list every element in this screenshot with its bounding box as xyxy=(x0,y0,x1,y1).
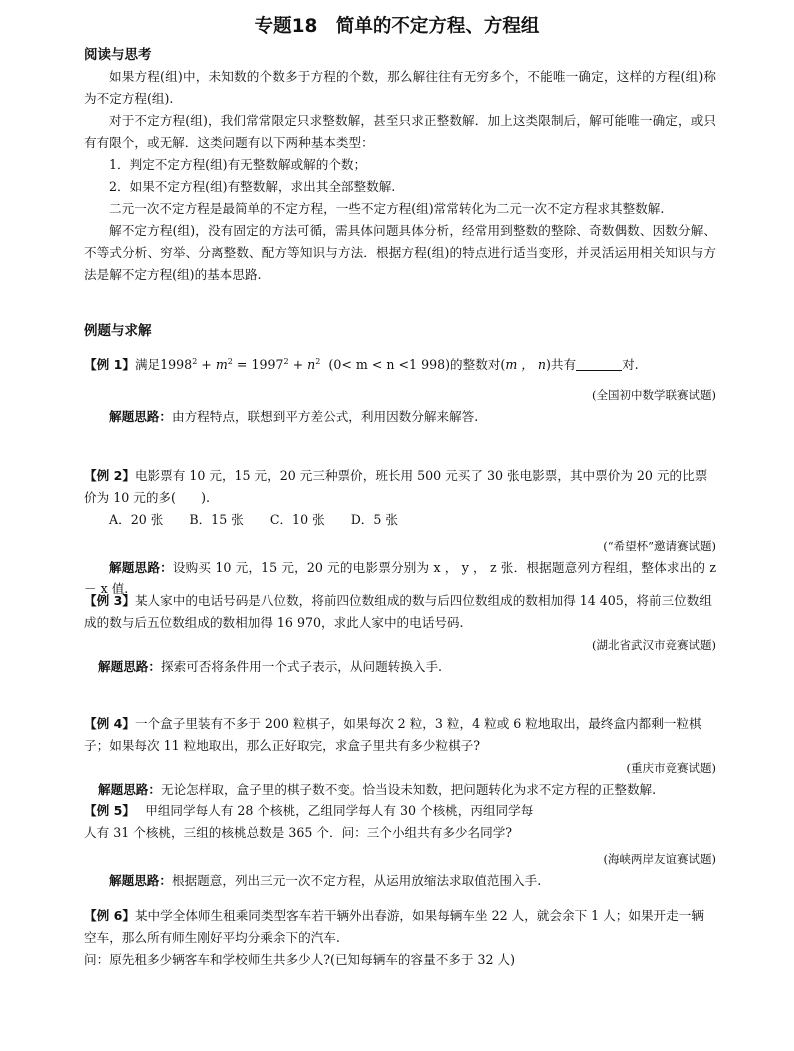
example-1-end: 对. xyxy=(622,357,639,372)
math-exp: 2 xyxy=(227,357,233,366)
paragraph-2: 对于不定方程(组)，我们常常限定只求整数解，甚至只求正整数解．加上这类限制后，解可能唯一确定，或只有有限个，或无解．这类问题有以下两种基本类型： xyxy=(84,113,716,150)
example-5-hint xyxy=(84,870,716,892)
paragraph-1: 如果方程(组)中，未知数的个数多于方程的个数，那么解往往有无穷多个，不能唯一确定，这样的方程(组)称为不定方程(组). xyxy=(84,69,716,106)
hint-label: 解题思路： xyxy=(109,873,172,888)
example-4-source: (重庆市竞赛试题) xyxy=(626,761,716,775)
hint-label: 解题思路： xyxy=(109,560,173,575)
example-3-question xyxy=(84,590,716,634)
example-2-source: (“希望杯”邀请赛试题) xyxy=(603,539,716,553)
example-2-text: 电影票有 10 元，15 元，20 元三种票价，班长用 500 元买了 30 张电影票，其中票价为 20 元的比票价为 10 元的多( ). xyxy=(84,468,708,505)
math-exp: 2 xyxy=(192,357,198,366)
hint-text: 无论怎样取，盒子里的棋子数不变。恰当设未知数，把问题转化为求不定方程的正整数解. xyxy=(160,782,657,797)
example-6-question xyxy=(84,905,716,949)
example-5 xyxy=(84,800,716,892)
math-base-1997: 1997 xyxy=(251,357,284,372)
list-item-2: 2．如果不定方程(组)有整数解，求出其全部整数解. xyxy=(109,179,396,194)
example-1-lead: 满足 xyxy=(134,357,161,372)
example-6-ask: 问：原先租多少辆客车和学校师生共多少人?(已知每辆车的容量不多于 32 人) xyxy=(84,952,516,967)
hint-text: 探索可否将条件用一个式子表示，从问题转换入手. xyxy=(160,659,443,674)
example-3-label: 【例 3】 xyxy=(84,593,135,608)
example-4-hint xyxy=(84,779,716,801)
example-3 xyxy=(84,590,716,678)
example-1 xyxy=(84,351,716,428)
hint-label: 解题思路： xyxy=(98,659,161,674)
example-6-label: 【例 6】 xyxy=(84,908,135,923)
math-equals: = xyxy=(232,357,252,372)
example-1-label: 【例 1】 xyxy=(84,357,135,372)
section-reading xyxy=(84,44,716,286)
hint-label: 解题思路： xyxy=(98,782,161,797)
math-exp: 2 xyxy=(283,357,289,366)
option-b: B．15 张 xyxy=(189,512,244,527)
option-c: C．10 张 xyxy=(269,512,325,527)
example-2-question xyxy=(84,465,716,509)
example-2 xyxy=(84,465,716,599)
example-1-tail: )共有 xyxy=(545,357,577,372)
example-6 xyxy=(84,905,716,971)
example-5-source: (海峡两岸友谊赛试题) xyxy=(603,852,716,866)
paragraph-3: 二元一次不定方程是最简单的不定方程，一些不定方程(组)常常转化为二元一次不定方程求其整数解. xyxy=(109,201,665,216)
example-3-text: 某人家中的电话号码是八位数，将前四位数组成的数与后四位数组成的数相加得 14 405，将前三位数组成的数与后五位数组成的数相加得 16 970，求此人家中的电话号码. xyxy=(84,593,712,630)
example-4-text: 一个盒子里装有不多于 200 粒棋子，如果每次 2 粒，3 粒，4 粒或 6 粒地取出，最终盒内都剩一粒棋子；如果每次 11 粒地取出，那么正好取完，求盒子里共有多少粒棋子? xyxy=(84,716,702,753)
paragraph-4: 解不定方程(组)，没有固定的方法可循，需具体问题具体分析，经常用到整数的整除、奇数偶数、因数分解、不等式分析、穷举、分离整数、配方等知识与方法．根据方程(组)的特点进行适当变形，并灵活运用相关知识与方法是解不定方程(组)的基本思路. xyxy=(84,223,716,282)
page-title: 专题18 简单的不定方程、方程组 xyxy=(254,16,540,37)
math-exp: 2 xyxy=(315,357,321,366)
section-heading-reading: 阅读与思考 xyxy=(84,47,152,63)
example-2-options xyxy=(84,509,716,531)
math-n: n xyxy=(307,357,316,372)
example-5-label: 【例 5】 xyxy=(84,803,129,818)
example-6-text: 某中学全体师生租乘同类型客车若干辆外出春游，如果每辆车坐 22 人，就会余下 1 人；如果开走一辆空车，那么所有师生刚好平均分乘余下的汽车. xyxy=(84,908,704,945)
section-heading-examples: 例题与求解 xyxy=(84,323,152,339)
list-item-1: 1．判定不定方程(组)有无整数解或解的个数； xyxy=(109,157,367,172)
example-1-hint xyxy=(84,406,716,428)
example-2-label: 【例 2】 xyxy=(84,468,135,483)
example-3-hint xyxy=(84,656,716,678)
example-1-question: 【例 1】满足$1998^2 + m^2 = 1997^2 + n^2$ (0< m < n <1 998)的整数对(m ， n)共有 对. xyxy=(84,357,639,372)
option-d: D．5 张 xyxy=(350,512,399,527)
example-4-question xyxy=(84,713,716,757)
example-4-label: 【例 4】 xyxy=(84,716,135,731)
example-5-text-1: 甲组同学每人有 28 个核桃，乙组同学每人有 30 个核桃，丙组同学每 xyxy=(128,803,534,818)
hint-text: 由方程特点，联想到平方差公式，利用因数分解来解答. xyxy=(171,409,479,424)
example-1-pair: m ， n xyxy=(505,357,546,372)
answer-blank[interactable] xyxy=(576,357,622,371)
math-base-1998: 1998 xyxy=(160,357,193,372)
hint-text: 根据题意，列出三元一次不定方程，从运用放缩法求取值范围入手. xyxy=(171,873,542,888)
math-m: m xyxy=(215,357,228,372)
hint-text: 设购买 10 元，15 元，20 元的电影票分别为 x ， y ， z 张．根据题意列方程组，整体求出的 z － x 值. xyxy=(84,560,716,596)
option-a: A．20 张 xyxy=(109,512,164,527)
example-5-question-line-1 xyxy=(84,800,716,822)
example-3-source: (湖北省武汉市竞赛试题) xyxy=(592,638,716,652)
example-1-source: (全国初中数学联赛试题) xyxy=(592,388,716,402)
hint-label: 解题思路： xyxy=(109,409,172,424)
example-5-question-line-2: 人有 31 个核桃，三组的核桃总数是 365 个．问：三个小组共有多少名同学? xyxy=(84,825,513,840)
example-1-condition: (0< m < n <1 998)的整数对( xyxy=(328,357,506,372)
example-4 xyxy=(84,713,716,801)
